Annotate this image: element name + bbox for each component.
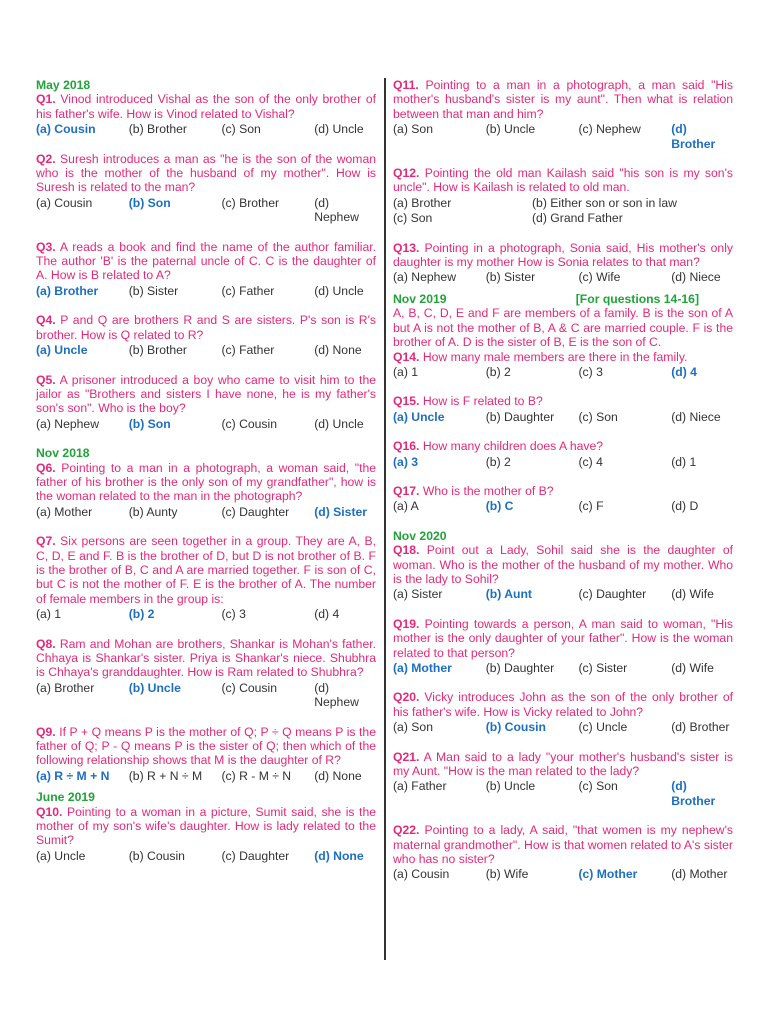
question-number: Q14. [393,349,420,364]
option-d: (d) None [314,343,362,358]
question-number: Q3. [36,239,56,254]
question-number: Q9. [36,724,56,739]
question-number: Q17. [393,483,420,498]
option-d: (d) D [671,499,699,514]
question-5 [36,373,376,432]
column-divider [384,78,386,960]
section-heading: Nov 2019 [393,291,447,306]
option-c: (c) Son [221,122,261,137]
option-a: (a) 3 [393,454,419,469]
question-text: A reads a book and find the name of the author familiar. The author 'B' is the paternal uncle of C. C is the daughter of A. How is B related to A? [36,239,376,283]
question-8 [36,637,376,710]
question-number: Q16. [393,439,420,454]
section-heading: Nov 2020 [393,528,447,543]
question-number: Q2. [36,151,56,166]
option-a: (a) A [393,499,419,514]
question-number: Q4. [36,313,56,328]
question-text: Six persons are seen together in a group. They are A, B, C, D, E and F. B is the brother of D, but D is not brother of B. F is the brother of B, C and A are married together. F is son of C, but C is not the mother of F. E is the brother of A. The number of female members in the group is: [36,534,376,606]
option-c: (c) Uncle [578,720,628,735]
question-number: Q11. [393,78,419,92]
question-text: Pointing the old man Kailash said "his son is my son's uncle". How is Kailash is related to old man. [393,166,734,195]
option-c: (c) 3 [221,607,246,622]
option-d: (d) Niece [671,409,721,424]
question-19 [393,617,733,676]
question-6 [36,461,376,520]
question-number: Q20. [393,690,420,705]
question-17 [393,484,733,514]
option-c: (c) Father [221,283,275,298]
question-number: Q10. [36,804,63,819]
option-d: (d) Uncle [314,122,364,137]
question-3 [36,240,376,299]
question-12 [393,166,733,226]
option-c: (c) 4 [578,454,603,469]
option-b: (b) Cousin [128,848,185,863]
option-d: (d) Brother [671,779,716,808]
option-c: (c) Mother [578,867,638,882]
question-text: Pointing in a photograph, Sonia said, His mother's only daughter is my mother How is Sonia relates to that man? [393,240,733,270]
question-text: Pointing to a man in a photograph, a woman said, "the father of his brother is the only son of my grandfather", how is the woman related to the man in the photograph? [36,460,377,504]
option-a: (a) Uncle [36,848,86,863]
option-a: (a) Brother [36,283,99,298]
option-b: (b) 2 [128,607,155,622]
question-number: Q13. [393,240,420,255]
question-number: Q22. [393,823,420,838]
question-9 [36,725,376,784]
question-text: How many children does A have? [422,439,604,454]
option-a: (a) Cousin [393,867,450,882]
question-text: How many male members are there in the family. [422,349,688,364]
question-number: Q8. [36,636,56,651]
option-a: (a) Uncle [393,409,445,424]
option-c: (c) Cousin [221,416,278,431]
option-c: (c) Son [578,779,618,794]
option-c: (c) R - M ÷ N [221,768,292,783]
question-15 [393,394,733,424]
option-b: (b) Aunty [128,504,178,519]
section-heading: May 2018 [36,78,91,92]
option-a: (a) Sister [393,587,443,602]
option-d: (d) None [314,848,364,863]
option-a: (a) Father [393,779,447,794]
option-b: (b) Daughter [485,409,555,424]
option-a: (a) Cousin [36,122,96,137]
option-d: (d) 1 [671,454,697,469]
question-text: Vicky introduces John as the son of the only brother of his father's wife. How is Vicky related to John? [393,690,733,719]
question-text: Ram and Mohan are brothers, Shankar is Mohan's father. Chhaya is Shankar's sister. Priya is Shankar's niece. Shubhra is Chhaya's granddaughter. How is Ram related to Shubhra? [36,636,376,680]
option-d: (d) 4 [671,364,697,379]
option-d: (d) Wife [671,587,714,602]
option-d: (d) Uncle [314,416,364,431]
question-text: A Man said to a lady "your mother's husband's sister is my Aunt. "How is the man related to the lady? [393,749,733,779]
option-a: (a) Nephew [393,270,456,285]
option-c: (c) Nephew [578,122,641,137]
option-d: (d) Nephew [314,195,359,225]
option-b: (b) Uncle [485,779,536,794]
option-b: (b) Aunt [485,587,532,602]
option-d: (d) Mother [671,867,728,882]
question-text: If P + Q means P is the mother of Q; P ÷ Q means P is the father of Q; P - Q means P is the sister of Q; then which of the following relationship shows that M is the daughter of R? [36,724,376,768]
option-c: (c) Son [578,409,618,424]
option-c: (c) Son [393,211,433,226]
question-7 [36,534,376,621]
option-b: (b) Uncle [485,122,536,137]
question-number: Q6. [36,460,56,475]
question-4 [36,313,376,357]
option-b: (b) Sister [485,270,536,285]
question-number: Q19. [393,616,420,631]
option-c: (c) Brother [221,195,280,210]
option-c: (c) Daughter [221,504,290,519]
question-text: Pointing to a man in a photograph, a man said "His mother's husband's sister is my aunt". Then what is relation between that man and him? [393,78,733,121]
question-13 [393,241,733,285]
question-number: Q5. [36,372,56,387]
option-b: (b) R + N ÷ M [128,768,203,783]
option-a: (a) 1 [393,364,419,379]
option-c: (c) Father [221,343,275,358]
option-b: (b) Sister [128,283,179,298]
option-a: (a) Son [393,122,433,137]
section-note: [For questions 14-16] [575,291,699,306]
option-a: (a) Mother [36,504,93,519]
question-text: P and Q are brothers R and S are sisters. P's son is R's brother. How is Q related to R? [36,313,376,342]
question-text: Pointing to a lady, A said, "that women is my nephew's maternal grandmother". How is that women related to A's sister who has no sister? [393,823,733,867]
option-b: (b) Cousin [485,720,546,735]
option-a: (a) Nephew [36,416,99,431]
option-d: (d) Sister [314,504,368,519]
option-c: (c) 3 [578,364,603,379]
option-c: (c) Daughter [221,848,290,863]
option-b: (b) 2 [485,364,511,379]
option-b: (b) Wife [485,867,529,882]
option-d: (d) Brother [671,122,716,151]
question-text: Who is the mother of B? [422,483,554,498]
question-number: Q21. [393,749,420,764]
option-c: (c) Sister [578,661,628,675]
question-22 [393,823,733,882]
option-c: (c) Cousin [221,680,278,695]
question-10 [36,805,376,864]
option-d: (d) Grand Father [532,211,623,226]
option-b: (b) Daughter [485,661,555,675]
option-a: (a) Son [393,720,433,735]
question-18 [393,543,733,602]
question-1 [36,92,376,136]
question-text: Point out a Lady, Sohil said she is the daughter of woman. Who is the mother of the husband of my mother. Who is the lady to Sohil? [393,543,733,586]
left-column [36,78,376,863]
option-b: (b) C [485,499,514,514]
option-d: (d) Niece [671,270,721,285]
option-d: (d) Brother [671,720,730,735]
option-c: (c) Wife [578,270,621,285]
question-20 [393,690,733,734]
option-d: (d) 4 [314,607,340,622]
option-b: (b) 2 [485,454,511,469]
option-d: (d) Wife [671,661,714,675]
option-d: (d) Uncle [314,283,364,298]
passage-text: A, B, C, D, E and F are members of a family. B is the son of A but A is not the mother of B, A & C are married couple. F is the brother of A. D is the sister of B, E is the son of C. [393,306,733,350]
option-b: (b) Brother [128,122,187,137]
right-column [393,78,733,882]
question-number: Q12. [393,166,420,181]
option-a: (a) Uncle [36,343,88,358]
question-text: How is F related to B? [422,394,543,409]
question-14 [393,350,733,380]
section-heading: June 2019 [36,790,95,805]
section-heading-row [393,292,733,306]
question-number: Q7. [36,534,56,549]
option-a: (a) Mother [393,661,452,675]
option-b: (b) Son [128,195,171,210]
question-text: A prisoner introduced a boy who came to visit him to the jailor as "Brothers and sisters I have none, he is my father's son's son". Who is the boy? [36,372,376,416]
option-b: (b) Uncle [128,680,181,695]
question-2 [36,152,376,225]
section-heading: Nov 2018 [36,446,90,461]
question-number: Q15. [393,394,420,409]
option-d: (d) None [314,768,362,783]
question-16 [393,439,733,469]
option-c: (c) Daughter [578,587,647,602]
question-text: Suresh introduces a man as "he is the son of the woman who is the mother of the husband of my mother". How is Suresh is related to the man? [36,151,376,195]
option-c: (c) F [578,499,604,514]
question-11 [393,78,733,151]
option-a: (a) Cousin [36,195,93,210]
question-number: Q1. [36,92,56,107]
option-a: (a) Brother [393,195,452,210]
option-b: (b) Brother [128,343,187,358]
question-number: Q18. [393,543,420,558]
option-d: (d) Nephew [314,680,359,710]
question-text: Pointing towards a person, A man said to woman, "His mother is the only daughter of your father". How is the woman related to that person? [393,616,733,660]
option-a: (a) Brother [36,680,95,695]
option-a: (a) 1 [36,607,62,622]
question-21 [393,750,733,809]
question-text: Pointing to a woman in a picture, Sumit said, she is the mother of my son's wife's daughter. How is lady related to the Sumit? [36,804,377,848]
option-b: (b) Either son or son in law [532,195,677,210]
option-a: (a) R ÷ M + N [36,768,110,783]
option-b: (b) Son [128,416,171,431]
question-text: Vinod introduced Vishal as the son of the only brother of his father's wife. How is Vinod related to Vishal? [36,92,376,121]
